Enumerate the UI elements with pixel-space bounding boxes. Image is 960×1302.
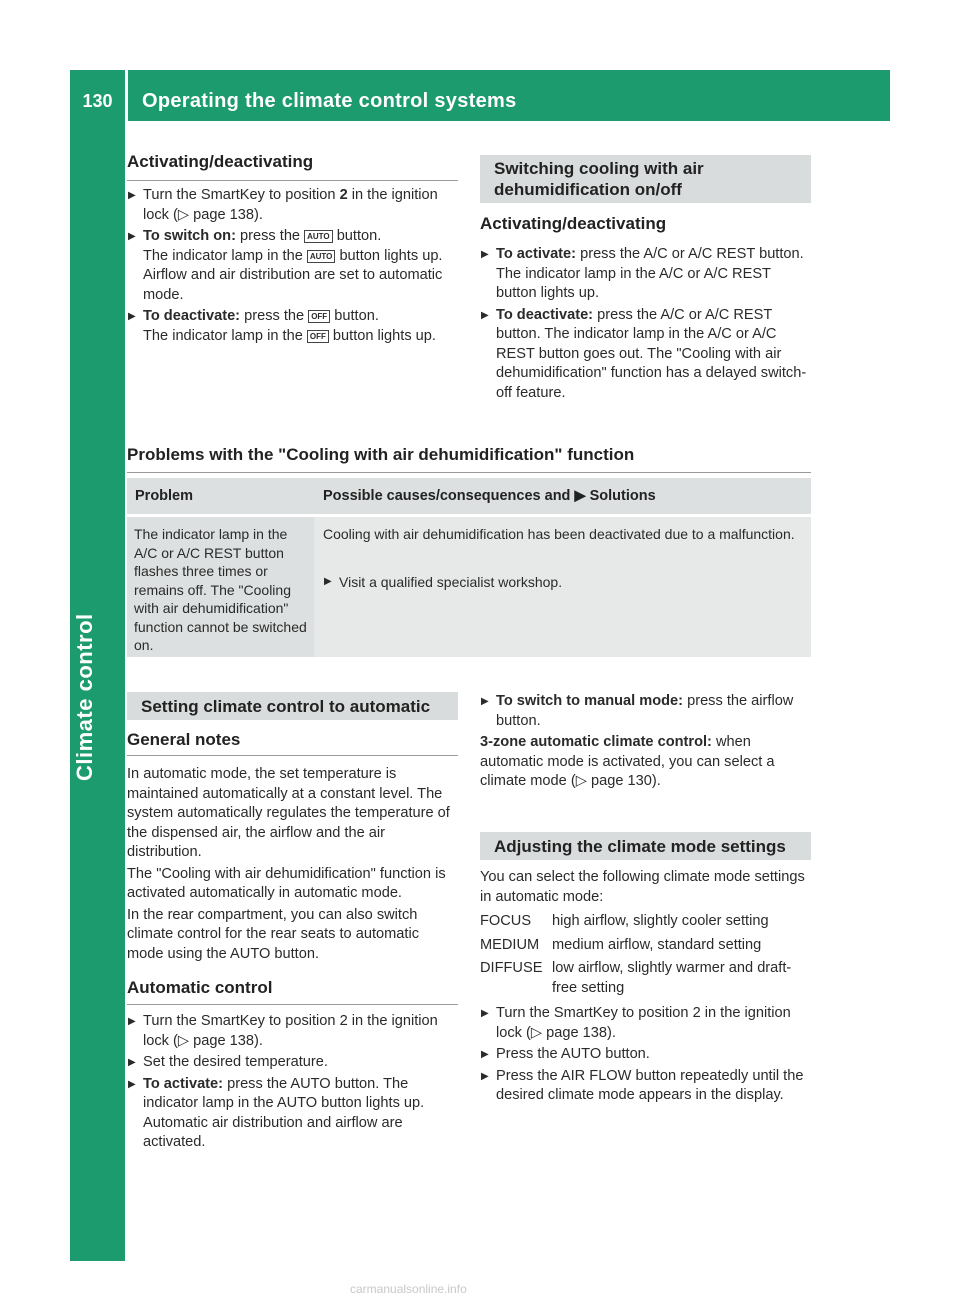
page-title: Operating the climate control systems xyxy=(142,90,517,112)
climate-mode-steps xyxy=(480,1004,812,1106)
chapter-sidebar xyxy=(70,121,125,1261)
subheading-automatic-control: Automatic control xyxy=(127,978,458,1005)
auto-key-icon: AUTO xyxy=(307,250,336,263)
off-key-icon: OFF xyxy=(308,310,330,323)
list-item: ▶ Press the AUTO button. xyxy=(481,1046,650,1062)
list-item: ▶ Turn the SmartKey to position 2 in the ignition lock (▷ page 138). xyxy=(481,1005,791,1041)
section-title-climate-mode: Adjusting the climate mode settings xyxy=(480,832,811,860)
left-top-steps xyxy=(127,186,459,346)
list-item: ▶ To activate: press the AUTO button. The indicator lamp in the AUTO button lights up. Automatic air distribution and airflow are activated. xyxy=(128,1075,425,1150)
page-header xyxy=(70,70,890,121)
subheading-activating: Activating/deactivating xyxy=(480,214,667,233)
table-header-row xyxy=(127,478,811,514)
list-item: ▶ To switch to manual mode: press the airflow button. xyxy=(481,693,794,729)
mode-row: FOCUS high airflow, slightly cooler setting xyxy=(480,913,769,929)
problems-table xyxy=(127,478,811,657)
section-heading-activating: Activating/deactivating xyxy=(127,152,458,181)
watermark: carmanualsonline.info xyxy=(350,1282,467,1296)
right-bottom-top xyxy=(480,692,812,792)
mode-row: MEDIUM medium airflow, standard setting xyxy=(480,936,762,953)
auto-key-icon: AUTO xyxy=(304,230,333,243)
mode-row: DIFFUSE low airflow, slightly warmer and draft-free setting xyxy=(480,960,792,996)
list-item: ▶ To switch on: press the AUTO button. The indicator lamp in the AUTO button lights up. Airflow and air distribution are set to automatic mode. xyxy=(128,228,443,303)
list-item: ▶ Set the desired temperature. xyxy=(128,1054,328,1070)
zone-note: 3-zone automatic climate control: when automatic mode is activated, you can select a climate mode (▷ page 130). xyxy=(480,734,775,789)
right-top-steps xyxy=(480,245,812,403)
cause-cell: Cooling with air dehumidification has been deactivated due to a malfunction. xyxy=(323,526,795,542)
subheading-general-notes: General notes xyxy=(127,730,458,756)
list-item: ▶ To deactivate: press the OFF button. The indicator lamp in the OFF button lights up. xyxy=(128,308,436,344)
climate-mode-table xyxy=(480,912,812,998)
header-divider xyxy=(125,70,128,121)
solution-item: ▶ Visit a qualified specialist workshop. xyxy=(324,574,563,590)
off-key-icon: OFF xyxy=(307,330,329,343)
col-header-causes: Possible causes/consequences and ▶ Solutions xyxy=(323,488,656,504)
chapter-label: Climate control xyxy=(72,613,97,781)
section-title-cooling: Switching cooling with air dehumidification on/off xyxy=(480,155,811,203)
section-title-automatic: Setting climate control to automatic xyxy=(127,692,458,720)
automatic-control-steps xyxy=(127,1012,459,1153)
list-item: ▶ Turn the SmartKey to position 2 in the ignition lock (▷ page 138). xyxy=(128,187,438,223)
list-item: ▶ Turn the SmartKey to position 2 in the ignition lock (▷ page 138). xyxy=(128,1013,438,1049)
general-notes-text: In automatic mode, the set temperature is maintained automatically at a constant level. The system automatically regulates the temperature of the dispensed air, the airflow and the air distribution. The "Cooling with air dehumidification" function is activated automatically in automatic mode. In the rear compartment, you can also switch climate control for the rear seats to automatic mode using the AUTO button. xyxy=(127,766,450,962)
table-row xyxy=(127,517,811,657)
problem-cell: The indicator lamp in the A/C or A/C REST button flashes three times or remains off. The "Cooling with air dehumidification" function cannot be switched on. xyxy=(127,517,314,657)
problems-heading: Problems with the "Cooling with air dehumidification" function xyxy=(127,445,811,473)
climate-mode-intro: You can select the following climate mode settings in automatic mode: xyxy=(480,869,805,905)
col-header-problem: Problem xyxy=(135,488,194,504)
list-item: ▶ To activate: press the A/C or A/C REST button. The indicator lamp in the A/C or A/C REST button lights up. xyxy=(481,246,804,301)
list-item: ▶ Press the AIR FLOW button repeatedly until the desired climate mode appears in the display. xyxy=(481,1067,804,1103)
list-item: ▶ To deactivate: press the A/C or A/C REST button. The indicator lamp in the A/C or A/C REST button goes out. The "Cooling with air dehumidification" function has a delayed switch-off feature. xyxy=(481,306,807,401)
page-number: 130 xyxy=(82,91,113,111)
